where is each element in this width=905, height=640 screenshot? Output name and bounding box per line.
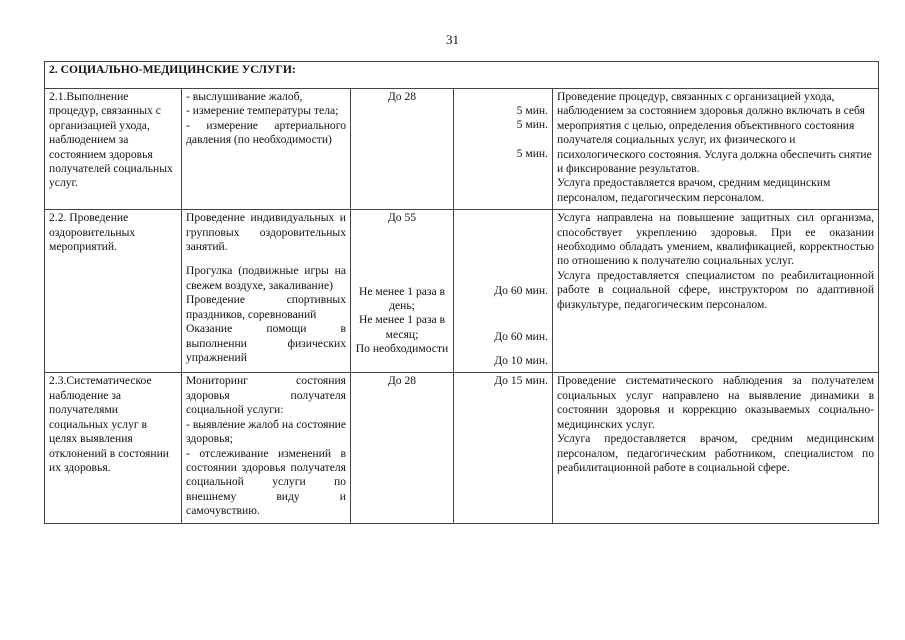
action-item: - выявление жалоб на состояние здоровья; xyxy=(186,417,346,446)
time-value: До 15 мин. xyxy=(494,374,548,388)
service-name: 2.3.Систематическое наблюдение за получателями социальных услуг в целях выявления отклонений в состоянии их здоровья. xyxy=(49,374,169,474)
description-paragraph: Услуга предоставляется врачом, средним медицинским персоналом, педагогическим работником, специалистом по реабилитационной работе в социальной сфере. xyxy=(557,432,875,474)
section-header-row xyxy=(45,62,879,89)
actions-cell xyxy=(182,210,351,373)
actions-cell xyxy=(182,89,351,210)
section-title: 2. СОЦИАЛЬНО-МЕДИЦИНСКИЕ УСЛУГИ: xyxy=(45,62,879,89)
frequency-value: До 55 xyxy=(387,211,417,225)
action-item: Прогулка (подвижные игры на свежем воздухе, закаливание) xyxy=(186,264,346,292)
description-cell xyxy=(553,373,879,523)
table-row xyxy=(45,89,879,210)
services-table xyxy=(44,61,879,524)
action-item: Проведение индивидуальных и групповых оздоровительных занятий. xyxy=(186,211,346,254)
service-name-cell xyxy=(45,89,182,210)
frequency-value: Не менее 1 раза в месяц; xyxy=(358,313,446,341)
page-number: 31 xyxy=(446,32,459,47)
table-row xyxy=(45,373,879,523)
service-name-cell xyxy=(45,373,182,523)
time-value: До 60 мин. xyxy=(494,284,548,298)
description-cell xyxy=(553,89,879,210)
action-item: - выслушивание жалоб, xyxy=(186,90,303,103)
time-value: До 10 мин. xyxy=(494,354,548,368)
time-value: 5 мин. xyxy=(516,146,548,160)
time-cell xyxy=(454,373,553,523)
action-item: Мониторинг состояния здоровья получателя социальной услуги: xyxy=(186,374,346,417)
service-name: 2.2. Проведение оздоровительных мероприятий. xyxy=(49,211,136,254)
action-item: Проведение спортивных праздников, соревнований xyxy=(186,293,346,321)
frequency-value: Не менее 1 раза в день; xyxy=(358,284,446,313)
description-paragraph: Услуга предоставляется специалистом по реабилитационной работе в социальной сфере, инструктором по адаптивной физкультуре, педагогическим персоналом. xyxy=(557,268,875,311)
description-paragraph: Услуга направлена на повышение защитных сил организма, способствует укреплению здоровья. При ее оказании необходимо обладать умением, квалификацией, корректностью по отношению к получателю социальных услуг. xyxy=(557,211,875,268)
action-item: - измерение температуры тела; xyxy=(186,104,339,118)
frequency-value: До 28 xyxy=(387,90,417,103)
time-cell xyxy=(454,89,553,210)
action-item: Оказание помощи в выполненни физических упражнений xyxy=(186,322,346,364)
description-paragraph: Услуга предоставляется врачом, средним медицинским персоналом, педагогическим персоналом. xyxy=(557,176,831,204)
description-cell xyxy=(553,210,879,373)
description-paragraph: Проведение процедур, связанных с организацией ухода, наблюдением за состоянием здоровья должно включать в себя мероприятия с целью, определения объективного состояния получателя социальных услуг, их физического и психологического состояния. Услуга должна обеспечить снятие и фиксирование результатов. xyxy=(557,90,872,176)
frequency-cell xyxy=(351,89,454,210)
table-row xyxy=(45,210,879,373)
frequency-value: По необходимости xyxy=(355,342,449,356)
frequency-value: До 28 xyxy=(387,374,417,388)
action-item: - отслеживание изменений в состоянии здоровья получателя социальной услуги по внешнему виду и самочувствию. xyxy=(186,446,346,518)
description-paragraph: Проведение систематического наблюдения за получателем социальных услуг направлено на выявление динамики в состоянии здоровья и коррекцию оказываемых социально-медицинских услуг. xyxy=(557,374,875,431)
frequency-cell xyxy=(351,373,454,523)
time-cell xyxy=(454,210,553,373)
service-name-cell xyxy=(45,210,182,373)
frequency-cell xyxy=(351,210,454,373)
time-value: До 60 мин. xyxy=(494,329,548,343)
time-value: 5 мин. xyxy=(516,104,548,117)
actions-cell xyxy=(182,373,351,523)
service-name: 2.1.Выполнение процедур, связанных с организацией ухода, наблюдением за состоянием здоровья получателей социальных услуг. xyxy=(49,90,173,190)
action-item: - измерение артериального давления (по необходимости) xyxy=(186,118,346,147)
time-value: 5 мин. xyxy=(516,118,548,132)
